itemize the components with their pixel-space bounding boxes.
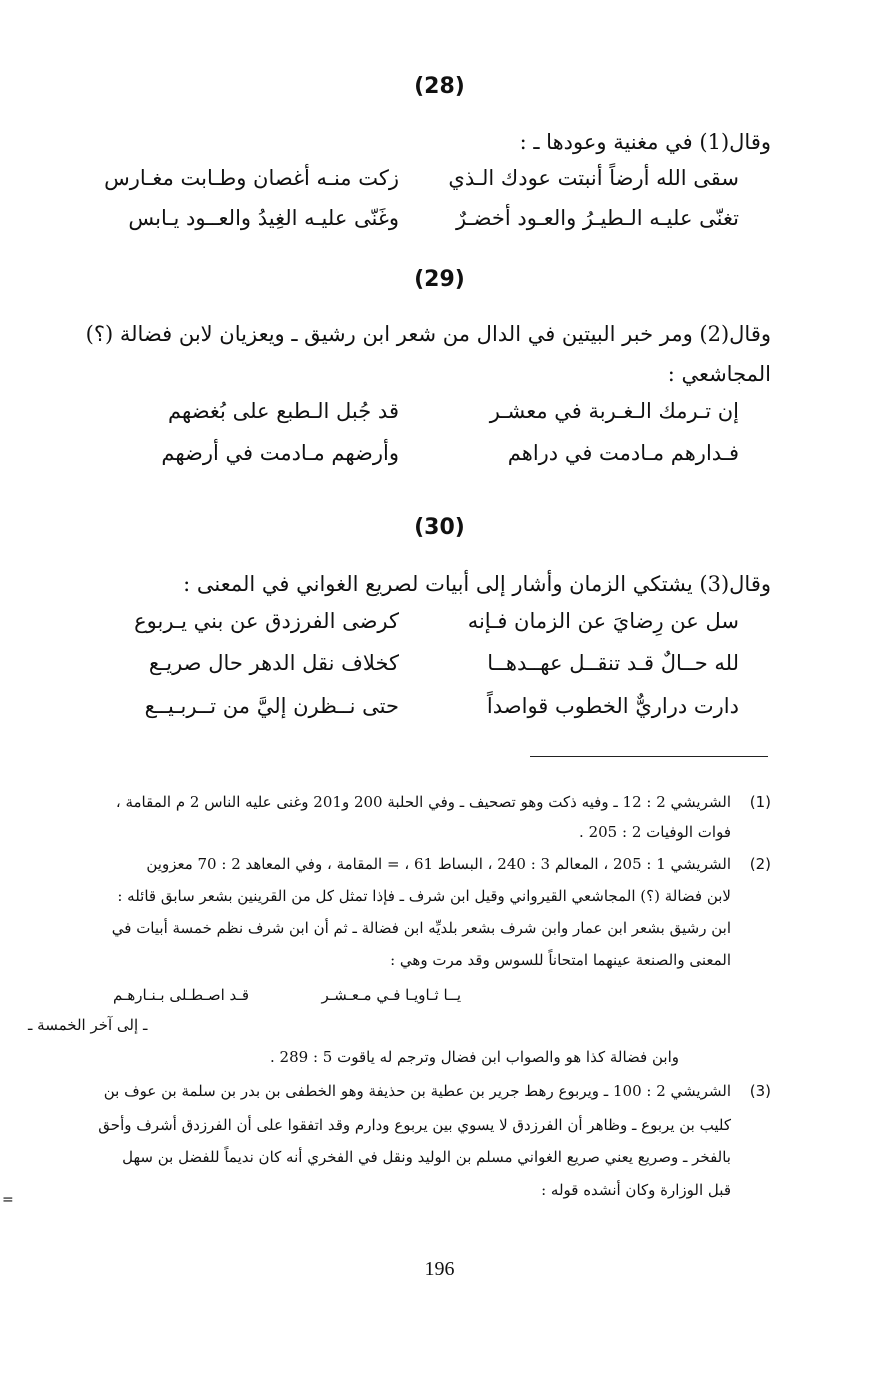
footnote-2-line-4: المعنى والصنعة عينهما امتحاناً للسوس وقد مرت وهي : bbox=[390, 951, 731, 969]
footnote-3-line-1: الشريشي 2 : 100 ـ ويربوع رهط جرير بن عطية بن حذيفة وهو الخطفى بن بدر بن سلمة بن عوف بن bbox=[103, 1082, 731, 1100]
verse-28-2-first: تغنّى عليـه الـطيـرُ والعـود أخضـرٌ bbox=[455, 206, 739, 230]
footnote-2-last: وابن فضالة كذا هو والصواب ابن فضال وترجم له ياقوت 5 : 289 . bbox=[270, 1048, 679, 1066]
footnote-3-line-3: بالفخر ـ وصريع يعني صريع الغواني مسلم بن الوليد ونقل في الفخري أنه كان نديماً للفضل بن سهل bbox=[122, 1148, 731, 1166]
verse-30-3-first: دارت دراريٌّ الخطوب قواصداً bbox=[486, 694, 739, 718]
footnote-3-line-2: كليب بن يربوع ـ وظاهر أن الفرزدق لا يسوي بين يربوع ودارم وقد اتفقوا على أن الفرزدق أشرف وأحق bbox=[98, 1116, 731, 1134]
intro-30: وقال(3) يشتكي الزمان وأشار إلى أبيات لصريع الغواني في المعنى : bbox=[183, 572, 771, 596]
footnote-1-number: (1) bbox=[749, 793, 771, 811]
footnote-3-number: (3) bbox=[749, 1082, 771, 1100]
verse-29-2-first: فـدارهم مـادمت في دراهم bbox=[507, 441, 739, 465]
verse-30-2-second: كخلاف نقل الدهر حال صريـع bbox=[148, 651, 399, 675]
footnote-2-line-3: ابن رشيق بشعر ابن عمار وابن شرف بشعر بلديِّه ابن فضالة ـ ثم أن ابن شرف نظم خمسة أبيات في bbox=[111, 919, 731, 937]
page-number: 196 bbox=[424, 1258, 455, 1280]
verse-28-1-second: زكت منـه أغصان وطـابت مغـارس bbox=[104, 166, 399, 190]
footnote-1-line-1: الشريشي 2 : 12 ـ وفيه ذكت وهو تصحيف ـ وفي الحلبة 200 و201 وغنى عليه الناس 2 م المقامة ، bbox=[115, 793, 731, 811]
footnote-2-number: (2) bbox=[749, 855, 771, 873]
section-heading-29: (29) bbox=[414, 267, 465, 292]
verse-28-1-first: سقى الله أرضاً أنبتت عودك الـذي bbox=[448, 166, 739, 190]
footnote-separator bbox=[530, 756, 768, 757]
verse-29-1-second: قد جُبل الـطبع على بُغضهم bbox=[168, 399, 399, 423]
intro-28: وقال(1) في مغنية وعودها ـ : bbox=[519, 130, 771, 154]
footnote-3-line-4: قبل الوزارة وكان أنشده قوله : bbox=[541, 1181, 731, 1199]
footnote-1-line-2: فوات الوفيات 2 : 205 . bbox=[579, 823, 731, 841]
verse-30-3-second: حتى نــظرن إليَّ من تــربـيــع bbox=[144, 694, 399, 718]
section-heading-28: (28) bbox=[414, 74, 465, 99]
edge-mark: = bbox=[2, 1192, 14, 1208]
verse-28-2-second: وغَنّى عليـه الغِيدُ والعــود يـابس bbox=[128, 206, 399, 230]
verse-30-2-first: لله حــالٌ قـد تنقــل عهــدهــا bbox=[487, 651, 739, 675]
footnote-2-verse-second: قـد اصـطـلى بـنـارهـم bbox=[112, 986, 249, 1004]
verse-29-2-second: وأرضهم مـادمت في أرضهم bbox=[161, 441, 399, 465]
footnote-2-line-2: لابن فضالة (؟) المجاشعي القيرواني وقيل ابن شرف ـ فإذا تمثل كل من القرينين بشعر سابق قائله : bbox=[117, 887, 731, 905]
footnote-2-verse-first: يــا ثـاويـا فـي مـعـشـر bbox=[321, 986, 461, 1004]
verse-30-1-first: سل عن رِضايَ عن الزمان فـإنه bbox=[467, 609, 739, 633]
verse-30-1-second: كرضى الفرزدق عن بني يـربوع bbox=[134, 609, 399, 633]
section-heading-30: (30) bbox=[414, 515, 465, 540]
intro-29: وقال(2) ومر خبر البيتين في الدال من شعر ابن رشيق ـ ويعزيان لابن فضالة (؟) المجاشعي : bbox=[85, 322, 771, 386]
footnote-2-tail: ـ إلى آخر الخمسة ـ bbox=[28, 1016, 148, 1034]
footnote-2-line-1: الشريشي 1 : 205 ، المعالم 3 : 240 ، البساط 61 ، = المقامة ، وفي المعاهد 2 : 70 معزوين bbox=[146, 855, 731, 873]
verse-29-1-first: إن تـرمك الـغـربة في معشـر bbox=[489, 399, 739, 423]
